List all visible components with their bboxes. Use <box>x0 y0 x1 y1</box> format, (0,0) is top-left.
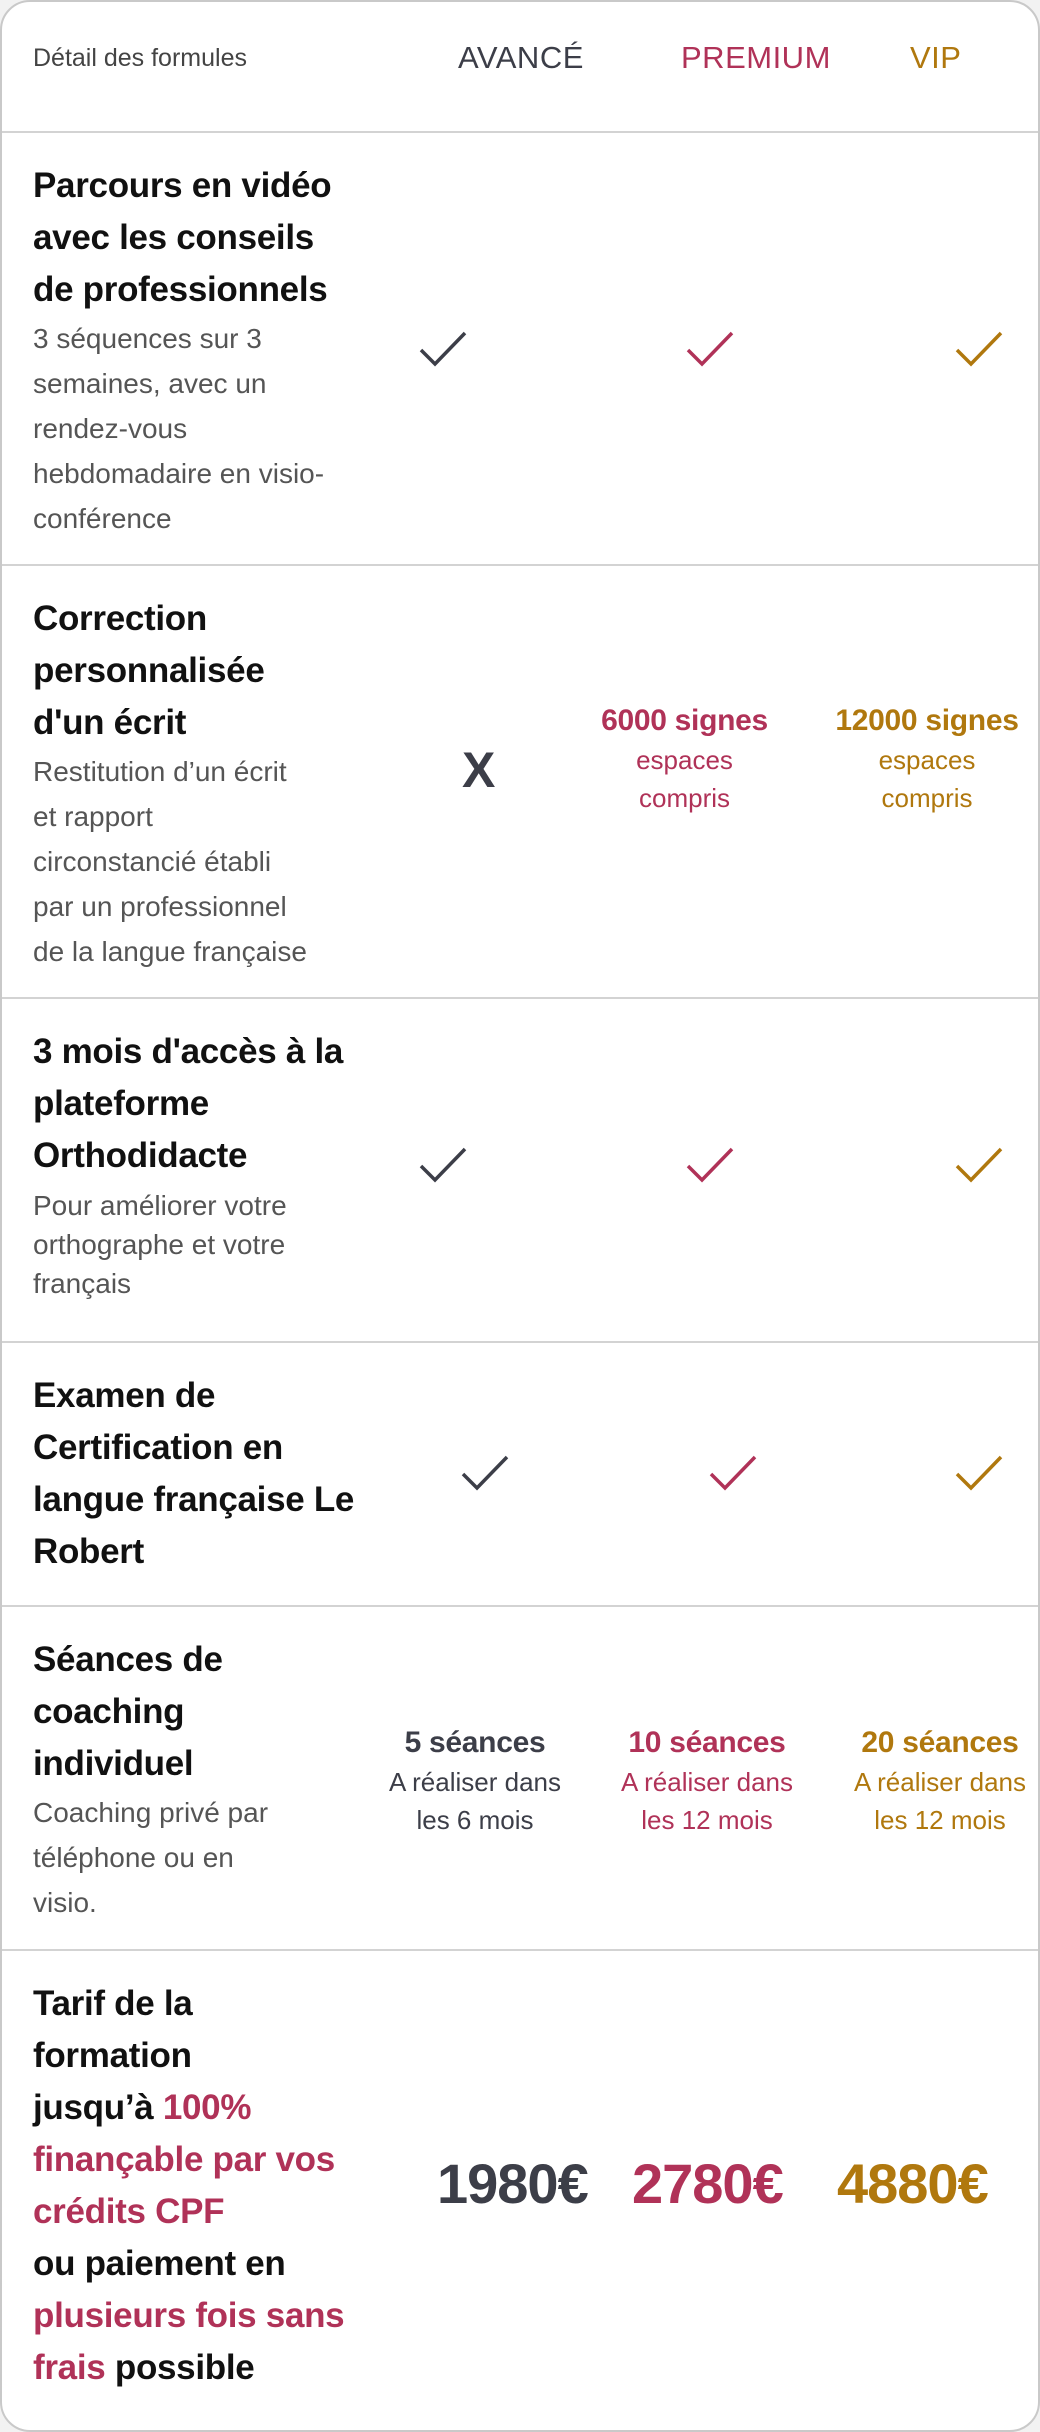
feature-title-line: Robert <box>33 1532 144 1571</box>
value-sub: A réaliser dans <box>854 1767 1026 1797</box>
value-sub: compris <box>638 783 730 813</box>
feature-description <box>33 1186 378 1303</box>
vip-correction-value <box>807 701 1040 817</box>
value-main: 20 séances <box>861 1726 1019 1759</box>
value-sub: espaces <box>878 745 976 775</box>
feature-title <box>33 1026 378 1182</box>
value-sub: A réaliser dans <box>389 1767 561 1797</box>
value-sub: espaces <box>636 745 733 775</box>
feature-title <box>33 1978 413 2394</box>
feature-title-line <box>33 2342 413 2394</box>
check-icon <box>418 330 468 368</box>
feature-title-line: Certification en <box>33 1428 283 1467</box>
value-main: 12000 signes <box>835 704 1019 737</box>
feature-title <box>33 593 378 749</box>
feature-title <box>33 1370 413 1578</box>
feature-title-line <box>33 2082 413 2134</box>
title-highlight: 100% <box>162 2088 252 2127</box>
table-caption: Détail des formules <box>33 44 247 72</box>
feature-description-line: Pour améliorer votre <box>33 1190 287 1221</box>
feature-row-certification <box>2 1343 1038 1607</box>
feature-description-line: orthographe et votre <box>33 1229 286 1260</box>
feature-description-line: conférence <box>33 503 172 534</box>
feature-text <box>33 593 378 974</box>
feature-title-line: plateforme <box>33 1084 209 1123</box>
value-sub: les 6 mois <box>416 1805 534 1835</box>
feature-row-coaching <box>2 1607 1038 1951</box>
feature-row-video <box>2 133 1038 566</box>
feature-title-line: coaching <box>33 1692 185 1731</box>
title-fragment: possible <box>105 2348 255 2387</box>
feature-title-line: individuel <box>33 1744 194 1783</box>
feature-title-line: personnalisée <box>33 651 265 690</box>
feature-description-line: français <box>33 1268 132 1299</box>
feature-description-line: Coaching privé par <box>33 1797 269 1828</box>
value-sub: compris <box>881 783 973 813</box>
feature-description-line: par un professionnel <box>33 891 287 922</box>
price-premium: 2780€ <box>632 2152 783 2215</box>
feature-text <box>33 1978 413 2394</box>
feature-title <box>33 160 378 316</box>
price-vip: 4880€ <box>837 2152 988 2215</box>
feature-title-line: Orthodidacte <box>33 1136 248 1175</box>
feature-description-line: circonstancié établi <box>33 846 272 877</box>
feature-title <box>33 1634 378 1790</box>
premium-coaching-value <box>612 1723 802 1839</box>
price-avance: 1980€ <box>437 2152 588 2215</box>
feature-text <box>33 1026 378 1303</box>
check-icon <box>685 330 735 368</box>
feature-description-line: de la langue française <box>33 936 307 967</box>
not-included-mark: X <box>462 742 496 798</box>
feature-title-line: Séances de <box>33 1640 223 1679</box>
feature-title-line: Correction <box>33 599 207 638</box>
title-fragment: jusqu’à <box>33 2088 163 2127</box>
feature-description-line: rendez-vous <box>33 413 188 444</box>
title-highlight: crédits CPF <box>33 2192 225 2231</box>
value-sub: les 12 mois <box>641 1805 773 1835</box>
value-main: 10 séances <box>628 1726 786 1759</box>
feature-row-correction <box>2 566 1038 999</box>
check-icon <box>954 1454 1004 1492</box>
value-main: 5 séances <box>404 1726 546 1759</box>
feature-title-line: Examen de <box>33 1376 216 1415</box>
header-row <box>2 2 1038 133</box>
feature-title-line: ou paiement en <box>33 2244 286 2283</box>
column-header-avance: AVANCÉ <box>458 40 584 75</box>
column-header-premium: PREMIUM <box>681 40 831 75</box>
feature-text <box>33 1634 378 1925</box>
feature-title-line: de professionnels <box>33 270 328 309</box>
feature-description-line: 3 séquences sur 3 <box>33 323 262 354</box>
value-main: 6000 signes <box>601 704 768 737</box>
feature-title-line: avec les conseils <box>33 218 314 257</box>
feature-title-line: formation <box>33 2036 192 2075</box>
feature-title-line: Tarif de la <box>33 1984 193 2023</box>
avance-coaching-value <box>380 1723 570 1839</box>
value-sub: les 12 mois <box>874 1805 1006 1835</box>
vip-coaching-value <box>845 1723 1035 1839</box>
title-highlight: frais <box>33 2348 106 2387</box>
column-header-vip: VIP <box>910 40 962 75</box>
title-highlight: plusieurs fois sans <box>33 2296 345 2335</box>
feature-description-line: téléphone ou en <box>33 1842 234 1873</box>
feature-row-pricing <box>2 1951 1038 2430</box>
feature-description <box>33 316 378 541</box>
feature-description-line: Restitution d’un écrit <box>33 756 287 787</box>
check-icon <box>418 1146 468 1184</box>
feature-title-line: langue française Le <box>33 1480 355 1519</box>
feature-description-line: semaines, avec un <box>33 368 267 399</box>
feature-text <box>33 160 378 541</box>
feature-description <box>33 749 378 974</box>
feature-row-orthodidacte <box>2 999 1038 1343</box>
feature-title-line: 3 mois d'accès à la <box>33 1032 344 1071</box>
check-icon <box>685 1146 735 1184</box>
feature-description-line: et rapport <box>33 801 153 832</box>
feature-text <box>33 1370 413 1578</box>
check-icon <box>460 1454 510 1492</box>
feature-description-line: hebdomadaire en visio- <box>33 458 325 489</box>
feature-description <box>33 1790 378 1925</box>
premium-correction-value <box>572 701 797 817</box>
check-icon <box>954 1146 1004 1184</box>
check-icon <box>954 330 1004 368</box>
feature-title-line: Parcours en vidéo <box>33 166 332 205</box>
title-highlight: finançable par vos <box>33 2140 335 2179</box>
check-icon <box>708 1454 758 1492</box>
feature-description-line: visio. <box>33 1887 97 1918</box>
value-sub: A réaliser dans <box>621 1767 793 1797</box>
feature-title-line: d'un écrit <box>33 703 187 742</box>
